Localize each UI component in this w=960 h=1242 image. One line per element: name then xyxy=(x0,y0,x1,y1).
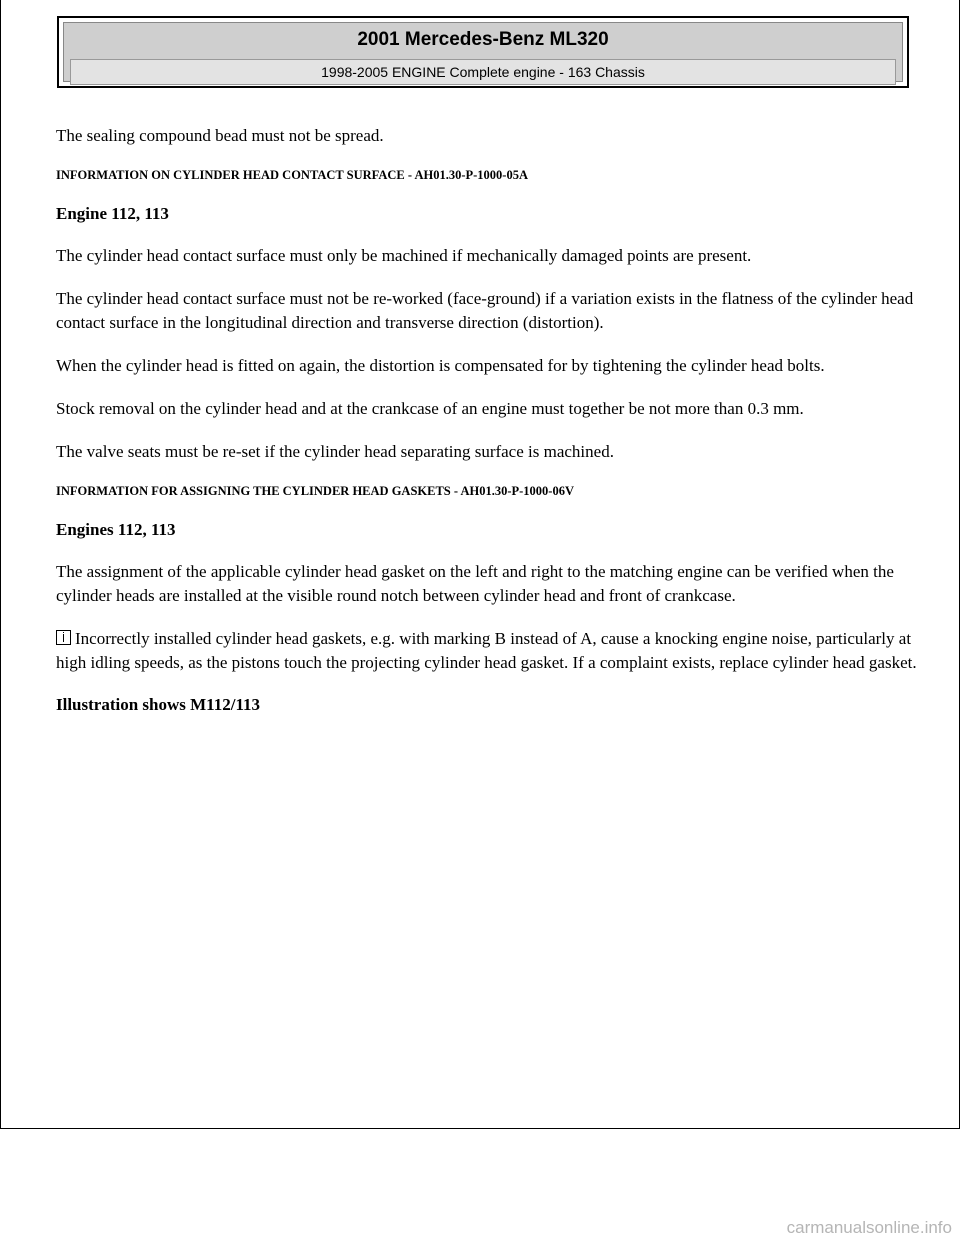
illustration-caption: Illustration shows M112/113 xyxy=(56,695,261,714)
paragraph-stock-removal: Stock removal on the cylinder head and at the crankcase of an engine must together be not more than 0.3 mm. xyxy=(56,399,804,418)
header-subtitle-box xyxy=(70,59,896,85)
vehicle-title: 2001 Mercedes-Benz ML320 xyxy=(357,29,609,50)
paragraph-bolts: When the cylinder head is fitted on again, the distortion is compensated for by tightening the cylinder head bolts. xyxy=(56,356,825,375)
subheading-engines: Engines 112, 113 xyxy=(56,520,176,539)
header-panel xyxy=(63,22,903,82)
paragraph-assignment: The assignment of the applicable cylinder head gasket on the left and right to the matching engine can be verified when the cylinder heads are installed at the visible round notch between cylinder head and front of crankcase. xyxy=(56,562,894,605)
site-watermark: carmanualsonline.info xyxy=(786,1218,952,1237)
info-note-icon xyxy=(56,630,71,645)
paragraph-valve-seats: The valve seats must be re-set if the cylinder head separating surface is machined. xyxy=(56,442,614,461)
heading-contact-surface: INFORMATION ON CYLINDER HEAD CONTACT SURFACE - AH01.30-P-1000-05A xyxy=(56,168,528,182)
section-subtitle: 1998-2005 ENGINE Complete engine - 163 Chassis xyxy=(321,64,645,80)
document-header xyxy=(57,16,909,88)
paragraph-distortion: The cylinder head contact surface must not be re-worked (face-ground) if a variation exists in the flatness of the cylinder head contact surface in the longitudinal direction and transverse direction (distortion). xyxy=(56,289,914,332)
note-paragraph xyxy=(56,627,918,675)
note-text: Incorrectly installed cylinder head gaskets, e.g. with marking B instead of A, cause a knocking engine noise, particularly at high idling speeds, as the pistons touch the projecting cylinder head gasket. If a complaint exists, replace cylinder head gasket. xyxy=(56,629,917,672)
heading-gaskets: INFORMATION FOR ASSIGNING THE CYLINDER HEAD GASKETS - AH01.30-P-1000-06V xyxy=(56,484,574,498)
paragraph-machining: The cylinder head contact surface must only be machined if mechanically damaged points are present. xyxy=(56,246,752,265)
subheading-engine: Engine 112, 113 xyxy=(56,204,169,223)
document-body xyxy=(56,124,918,735)
paragraph-sealing: The sealing compound bead must not be spread. xyxy=(56,126,384,145)
